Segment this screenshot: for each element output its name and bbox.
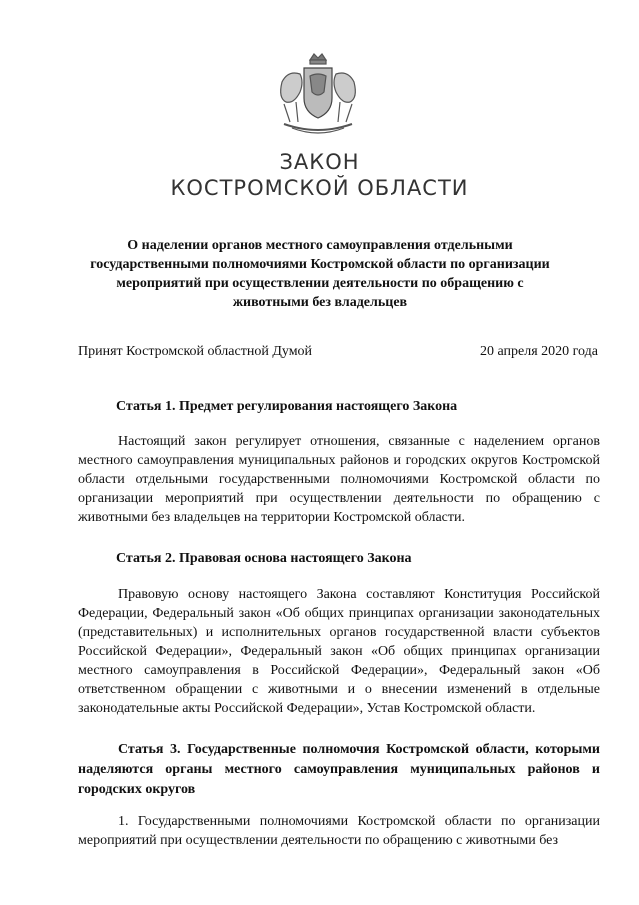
law-title-line1: ЗАКОН — [279, 150, 360, 174]
article-2-heading: Статья 2. Правовая основа настоящего Закона — [116, 551, 412, 566]
adopted-by: Принят Костромской областной Думой — [78, 344, 313, 359]
article-2-text: Правовую основу настоящего Закона составляют Конституция Российской Федерации, Федеральный закон «Об общих принципах организации законодательных (представительных) и исполнительных органов государственной власти субъектов Российской Федерации», Федеральный закон «Об общих принципах организации местного самоуправления в Российской Федерации», Федеральный закон «Об ответственном обращении с животными и о внесении изменений в отдельные законодательные акты Российской Федерации», Устав Костромской области. — [78, 587, 600, 716]
article-3-heading: Статья 3. Государственные полномочия Костромской области, которыми наделяются органы местного самоуправления муниципальных районов и городских округов — [78, 742, 600, 797]
adoption-date: 20 апреля 2020 года — [480, 344, 598, 359]
article-1-text: Настоящий закон регулирует отношения, связанные с наделением органов местного самоуправления муниципальных районов и городских округов Костромской области отдельными государственными полномочиями Костромской области по организации мероприятий при осуществлении деятельности по обращению с животными без владельцев на территории Костромской области. — [78, 434, 600, 525]
coat-of-arms-emblem — [270, 52, 366, 140]
article-3-text: 1. Государственными полномочиями Костромской области по организации мероприятий при осуществлении деятельности по обращению с животными без — [78, 814, 600, 848]
law-title-line2: КОСТРОМСКОЙ ОБЛАСТИ — [170, 176, 469, 200]
law-subject-title: О наделении органов местного самоуправления отдельными государственными полномочиями Костромской области по организации мероприятий при осуществлении деятельности по обращению с животными без владельцев — [90, 238, 550, 310]
article-1-heading: Статья 1. Предмет регулирования настоящего Закона — [116, 399, 458, 414]
